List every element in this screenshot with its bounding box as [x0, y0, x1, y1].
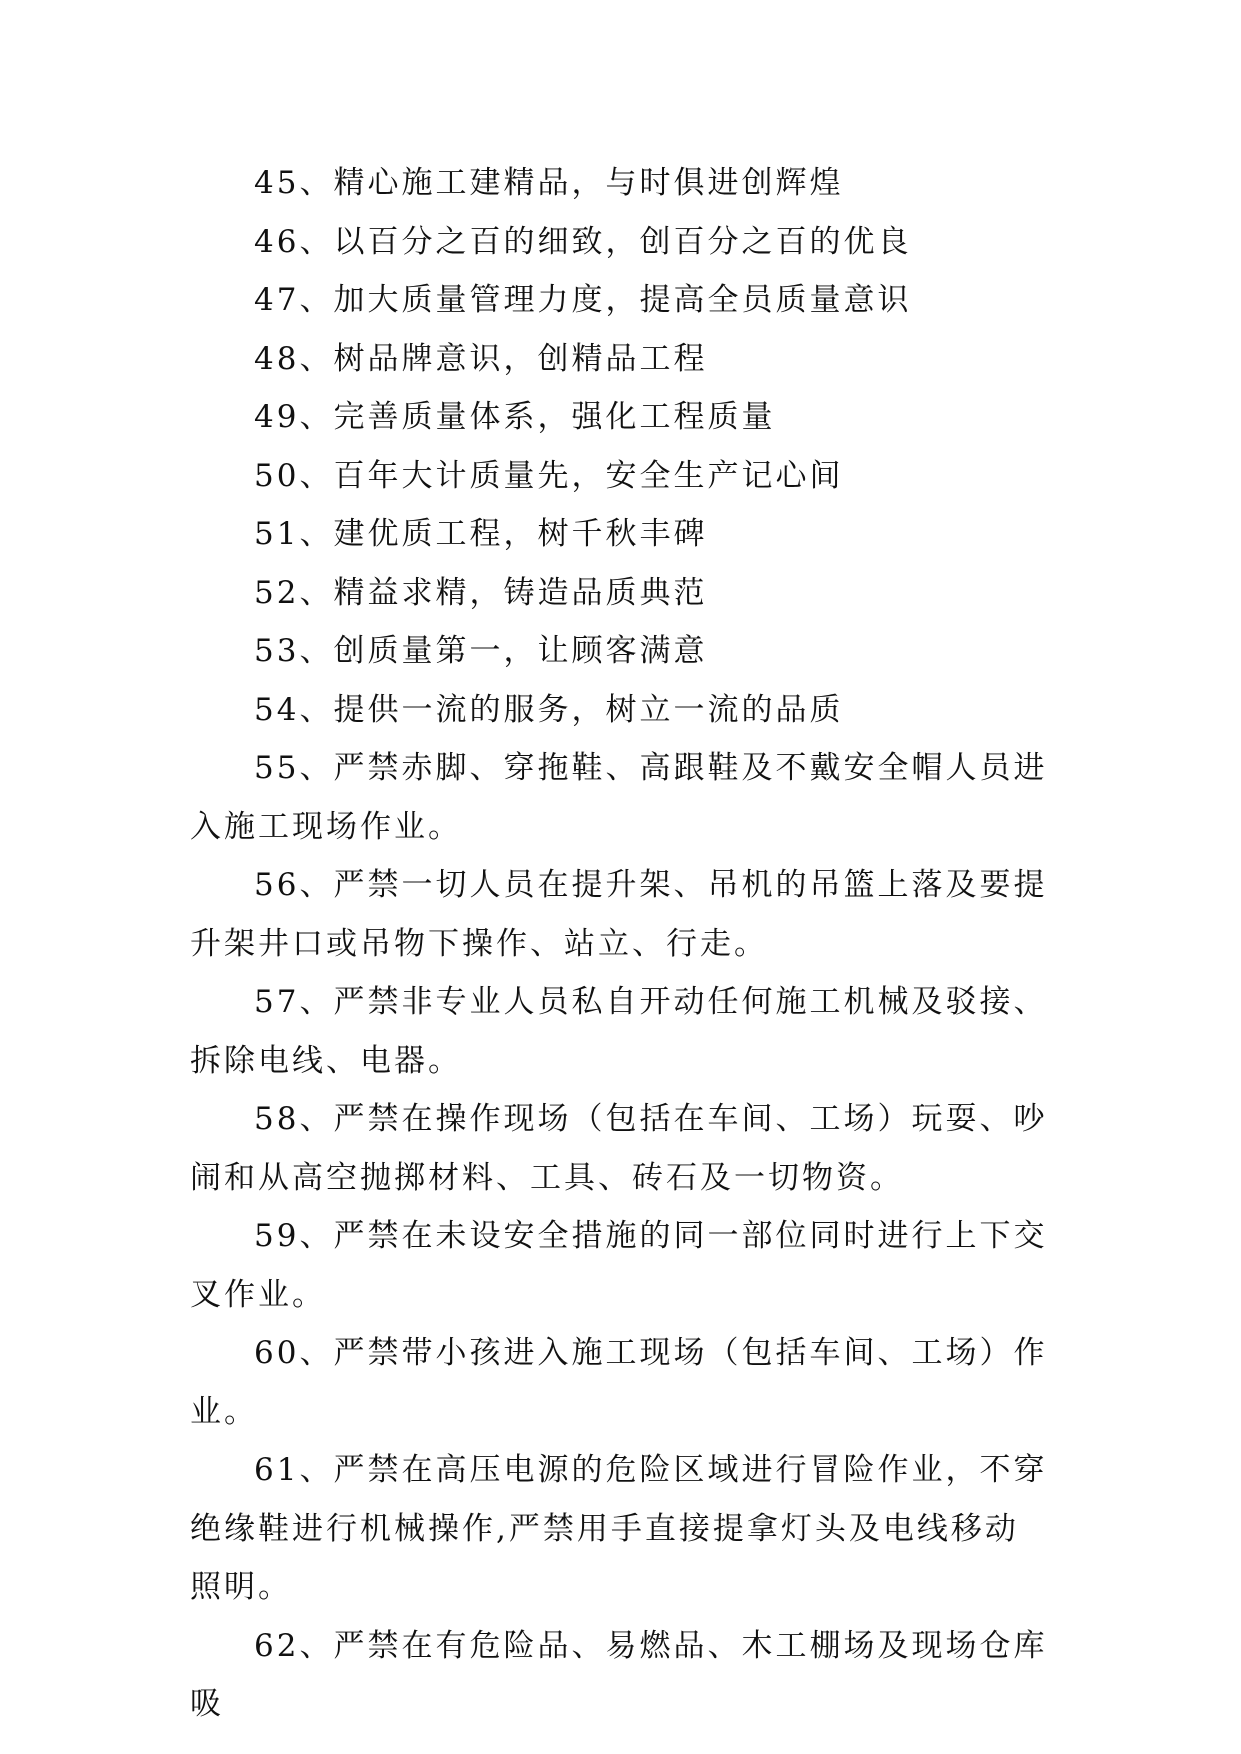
paragraph-61: 61、严禁在高压电源的危险区域进行冒险作业，不穿绝缘鞋进行机械操作,严禁用手直接提拿灯头及电线移动照明。: [190, 1452, 1048, 1605]
paragraph-47: 47、加大质量管理力度，提高全员质量意识: [254, 282, 912, 318]
paragraph-58: 58、严禁在操作现场（包括在车间、工场）玩耍、吵闹和从高空抛掷材料、工具、砖石及一切物资。: [190, 1101, 1048, 1196]
paragraph-55: 55、严禁赤脚、穿拖鞋、高跟鞋及不戴安全帽人员进入施工现场作业。: [190, 750, 1048, 845]
paragraph-59: 59、严禁在未设安全措施的同一部位同时进行上下交叉作业。: [190, 1218, 1048, 1313]
paragraph-46: 46、以百分之百的细致，创百分之百的优良: [254, 223, 912, 260]
paragraph-62: 62、严禁在有危险品、易燃品、木工棚场及现场仓库吸: [190, 1627, 1048, 1722]
paragraph-57: 57、严禁非专业人员私自开动任何施工机械及驳接、拆除电线、电器。: [190, 984, 1048, 1079]
paragraph-48: 48、树品牌意识，创精品工程: [254, 340, 708, 377]
paragraph-53: 53、创质量第一，让顾客满意: [254, 633, 708, 669]
paragraph-56: 56、严禁一切人员在提升架、吊机的吊篮上落及要提升架井口或吊物下操作、站立、行走。: [190, 867, 1048, 962]
paragraph-60: 60、严禁带小孩进入施工现场（包括车间、工场）作业。: [190, 1335, 1048, 1430]
paragraph-50: 50、百年大计质量先，安全生产记心间: [254, 457, 844, 494]
paragraph-51: 51、建优质工程，树千秋丰碑: [254, 516, 708, 552]
paragraph-54: 54、提供一流的服务，树立一流的品质: [254, 691, 844, 728]
paragraph-45: 45、精心施工建精品，与时俱进创辉煌: [254, 165, 844, 201]
paragraph-49: 49、完善质量体系，强化工程质量: [254, 399, 776, 435]
paragraph-52: 52、精益求精，铸造品质典范: [254, 574, 708, 611]
document-body: [190, 154, 1050, 1734]
